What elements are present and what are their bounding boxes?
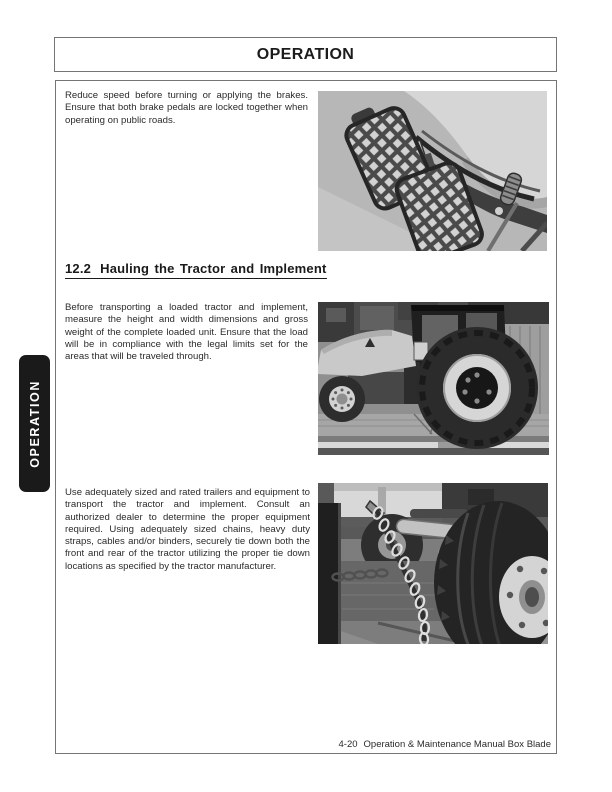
tractor-on-trailer-photo: [318, 302, 549, 455]
side-tab-label: OPERATION: [27, 379, 42, 468]
section-title: Hauling the Tractor and Implement: [100, 261, 327, 276]
paragraph-tiedown: Use adequately sized and rated trailers and equipment to transport the tractor and implement. Consult an authorized dealer to determine the proper equipment required. Using adequately sized chains, heavy duty straps, cables and/or binders, securely tie down both the front and rear of the tractor utilizing the proper tie down locations as specified by the tractor manufacturer.: [65, 487, 310, 572]
paragraph-hauling: Before transporting a loaded tractor and implement, measure the height and width dimensions and gross weight of the complete loaded unit. Ensure that the load will be in compliance with the legal limits set for the areas that will be traveled through.: [65, 302, 308, 363]
paragraph-brakes: Reduce speed before turning or applying the brakes. Ensure that both brake pedals are locked together when operating on public roads.: [65, 90, 308, 126]
section-number: 12.2: [65, 261, 92, 276]
footer-page-number: 4-20: [338, 739, 358, 750]
page-header-title: OPERATION: [256, 45, 355, 63]
side-tab-operation: [19, 355, 50, 492]
footer-manual-title: Operation & Maintenance Manual Box Blade: [363, 739, 551, 750]
chain-tiedown-photo: [318, 483, 548, 644]
section-heading: [65, 261, 327, 279]
page-footer: [339, 739, 552, 750]
brake-pedals-photo: [318, 91, 547, 251]
page-header: [54, 37, 557, 72]
